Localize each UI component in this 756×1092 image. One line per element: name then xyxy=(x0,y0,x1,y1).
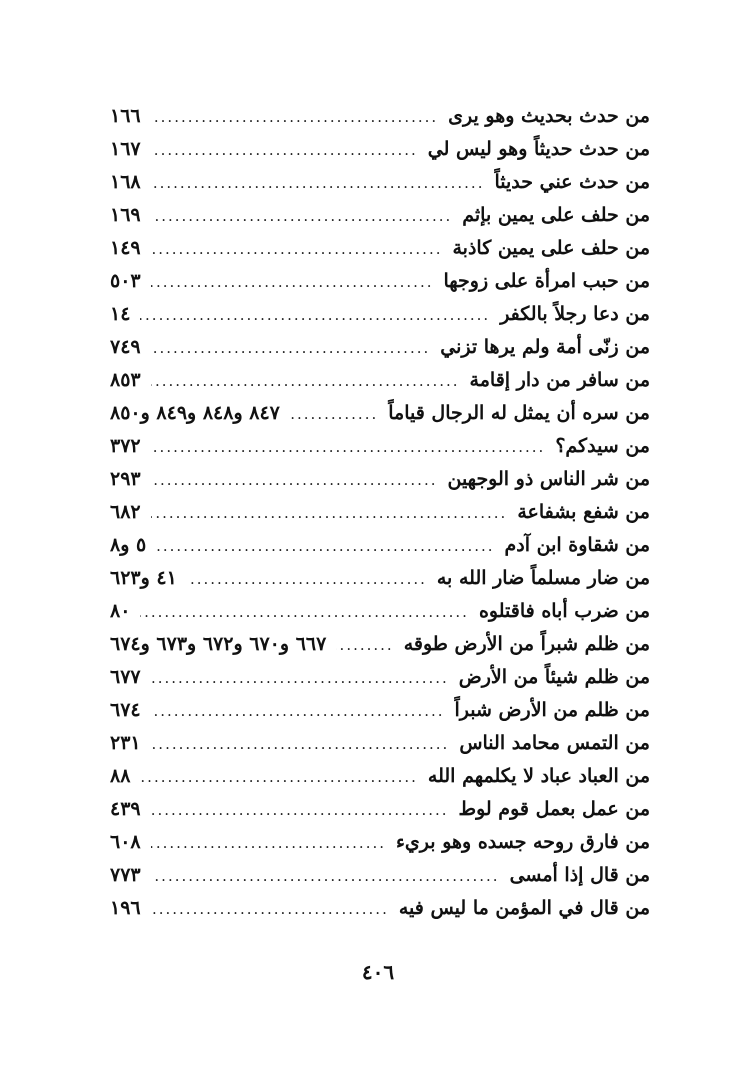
entry-text: من حلف على يمين كاذبة xyxy=(452,237,650,259)
entry-page-refs: ٧٤٩ xyxy=(110,336,141,358)
entry-page-refs: ٦٧٧ xyxy=(110,666,141,688)
index-entry xyxy=(110,100,650,133)
entry-text: من قال في المؤمن ما ليس فيه xyxy=(398,897,650,919)
entry-page-refs: ١٦٨ xyxy=(110,171,141,193)
entry-text: من قال إذا أمسى xyxy=(509,864,650,886)
entry-page-refs: ٥ و٨ xyxy=(110,534,147,556)
index-entry xyxy=(110,430,650,463)
entry-text: من ظلم شبراً من الأرض طوقه xyxy=(403,633,650,655)
dot-leader xyxy=(151,134,418,167)
entry-text: من دعا رجلاً بالكفر xyxy=(500,303,650,325)
entry-text: من ضرب أباه فاقتلوه xyxy=(478,600,650,622)
entry-text: من شفع بشفاعة xyxy=(517,501,650,523)
dot-leader xyxy=(151,695,445,728)
entry-text: من شقاوة ابن آدم xyxy=(504,534,650,556)
dot-leader xyxy=(151,728,450,761)
index-entry xyxy=(110,793,650,826)
index-entry xyxy=(110,166,650,199)
entry-page-refs: ٤٣٩ xyxy=(110,798,141,820)
entry-text: من سره أن يمثل له الرجال قياماً xyxy=(388,402,650,424)
dot-leader xyxy=(151,662,449,695)
dot-leader xyxy=(151,431,546,464)
entry-page-refs: ٦٧٤ xyxy=(110,699,141,721)
index-entry xyxy=(110,859,650,892)
entry-page-refs: ٦٨٢ xyxy=(110,501,141,523)
entry-page-refs: ٧٧٣ xyxy=(110,864,141,886)
entry-page-refs: ١٤٩ xyxy=(110,237,141,259)
index-entry xyxy=(110,496,650,529)
entry-text: من عمل بعمل قوم لوط xyxy=(458,798,650,820)
entry-page-refs: ٣٧٢ xyxy=(110,435,141,457)
index-entry xyxy=(110,694,650,727)
entry-page-refs: ٨٤٧ و٨٤٨ و٨٤٩ و٨٥٠ xyxy=(110,402,280,424)
dot-leader xyxy=(140,761,417,794)
entry-text: من شر الناس ذو الوجهين xyxy=(447,468,650,490)
index-entry xyxy=(110,232,650,265)
entry-page-refs: ٤١ و٦٢٣ xyxy=(110,567,177,589)
dot-leader xyxy=(336,629,393,662)
dot-leader xyxy=(156,530,494,563)
dot-leader xyxy=(151,200,453,233)
entry-text: من سافر من دار إقامة xyxy=(469,369,650,391)
entry-page-refs: ١٤ xyxy=(110,303,131,325)
entry-page-refs: ٢٩٣ xyxy=(110,468,141,490)
dot-leader xyxy=(151,827,386,860)
entry-page-refs: ١٦٧ xyxy=(110,138,141,160)
entry-text: من حدث حديثاً وهو ليس لي xyxy=(427,138,650,160)
index-entry xyxy=(110,298,650,331)
entry-page-refs: ٦٦٧ و٦٧٠ و٦٧٢ و٦٧٣ و٦٧٤ xyxy=(110,633,327,655)
index-entry xyxy=(110,562,650,595)
dot-leader xyxy=(290,398,378,431)
entry-text: من حبب امرأة على زوجها xyxy=(443,270,650,292)
hadith-index-list xyxy=(110,100,650,925)
dot-leader xyxy=(151,497,508,530)
dot-leader xyxy=(187,563,427,596)
dot-leader xyxy=(140,299,490,332)
dot-leader xyxy=(151,332,431,365)
index-entry xyxy=(110,529,650,562)
entry-text: من حدث بحديث وهو يرى xyxy=(448,105,650,127)
index-entry xyxy=(110,265,650,298)
entry-text: من العباد عباد لا يكلمهم الله xyxy=(427,765,650,787)
entry-text: من ضار مسلماً ضار الله به xyxy=(436,567,650,589)
entry-page-refs: ٨٠ xyxy=(110,600,131,622)
index-entry xyxy=(110,463,650,496)
entry-page-refs: ١٦٩ xyxy=(110,204,141,226)
entry-text: من حدث عني حديثاً xyxy=(494,171,650,193)
index-entry xyxy=(110,727,650,760)
dot-leader xyxy=(151,233,443,266)
dot-leader xyxy=(151,794,449,827)
dot-leader xyxy=(151,266,434,299)
index-entry xyxy=(110,661,650,694)
entry-page-refs: ٨٨ xyxy=(110,765,131,787)
entry-page-refs: ١٦٦ xyxy=(110,105,141,127)
entry-page-refs: ٦٠٨ xyxy=(110,831,141,853)
entry-page-refs: ٥٠٣ xyxy=(110,270,141,292)
index-entry xyxy=(110,595,650,628)
index-entry xyxy=(110,133,650,166)
entry-text: من سيدكم؟ xyxy=(555,435,650,457)
entry-page-refs: ٢٣١ xyxy=(110,732,141,754)
index-entry xyxy=(110,364,650,397)
index-entry xyxy=(110,760,650,793)
dot-leader xyxy=(151,365,460,398)
entry-text: من فارق روحه جسده وهو بريء xyxy=(396,831,650,853)
dot-leader xyxy=(151,464,438,497)
entry-page-refs: ٨٥٣ xyxy=(110,369,141,391)
dot-leader xyxy=(151,167,485,200)
entry-page-refs: ١٩٦ xyxy=(110,897,141,919)
index-entry xyxy=(110,628,650,661)
dot-leader xyxy=(151,101,439,134)
index-entry xyxy=(110,397,650,430)
dot-leader xyxy=(151,893,389,926)
entry-text: من التمس محامد الناس xyxy=(459,732,650,754)
index-entry xyxy=(110,199,650,232)
index-entry xyxy=(110,331,650,364)
entry-text: من زنّى أمة ولم يرها تزني xyxy=(440,336,650,358)
entry-text: من ظلم من الأرض شبراً xyxy=(454,699,650,721)
index-entry xyxy=(110,892,650,925)
page-number: ٤٠٦ xyxy=(361,960,395,984)
entry-text: من حلف على يمين بإثم xyxy=(462,204,650,226)
dot-leader xyxy=(140,596,469,629)
dot-leader xyxy=(151,860,500,893)
index-entry xyxy=(110,826,650,859)
entry-text: من ظلم شيئاً من الأرض xyxy=(458,666,650,688)
